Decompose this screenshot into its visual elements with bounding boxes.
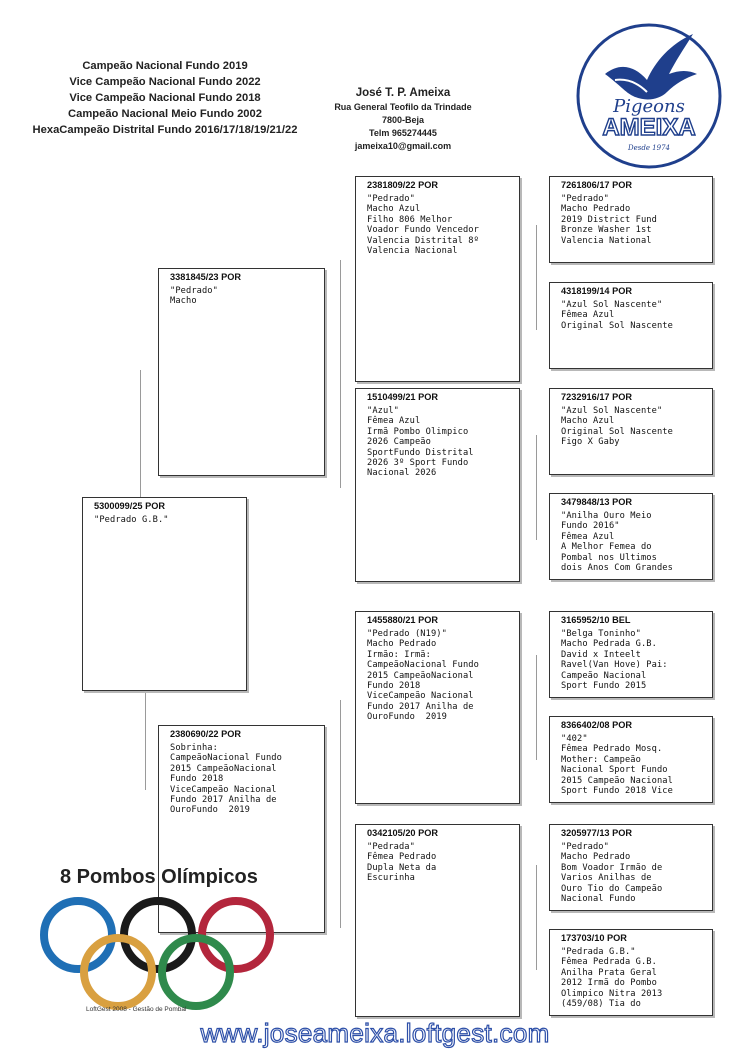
ring-number: 2380690/22 POR bbox=[170, 729, 242, 739]
connector bbox=[536, 225, 537, 330]
ring-number: 173703/10 POR bbox=[561, 933, 627, 943]
championship-titles bbox=[0, 58, 330, 138]
pedigree-box-ssd[interactable] bbox=[549, 282, 713, 369]
ring-number: 3479848/13 POR bbox=[561, 497, 633, 507]
connector bbox=[340, 700, 341, 928]
ring-number: 8366402/08 POR bbox=[561, 720, 633, 730]
pedigree-box-sire-dam[interactable] bbox=[355, 388, 520, 582]
pigeon-description: "Azul Sol Nascente" Macho Azul Original Sol Nascente Figo X Gaby bbox=[561, 406, 673, 448]
pedigree-box-sdd[interactable] bbox=[549, 493, 713, 580]
owner-email[interactable]: jameixa10@gmail.com bbox=[354, 141, 452, 151]
pedigree-box-dsd[interactable] bbox=[549, 716, 713, 803]
title-line: Campeão Nacional Meio Fundo 2002 bbox=[68, 108, 262, 120]
olympic-title: 8 Pombos Olímpicos bbox=[60, 866, 258, 888]
website-link[interactable]: www.joseameixa.loftgest.com bbox=[200, 1018, 550, 1048]
owner-address: Rua General Teofilo da Trindade bbox=[334, 102, 472, 112]
owner-phone: Telm 965274445 bbox=[369, 128, 437, 138]
connector bbox=[340, 260, 341, 488]
pigeon-description: "Pedrado" Macho Pedrado 2019 District Fund Bronze Washer 1st Valencia National bbox=[561, 194, 657, 246]
pedigree-box-sire[interactable] bbox=[158, 268, 325, 476]
pigeon-description: "402" Fêmea Pedrado Mosq. Mother: Campeão Nacional Sport Fundo 2015 Campeão Nacional Sport Fundo 2018 Vice bbox=[561, 734, 673, 797]
pedigree-box-sss[interactable] bbox=[549, 176, 713, 263]
ring-number: 0342105/20 POR bbox=[367, 828, 439, 838]
ring-number: 2381809/22 POR bbox=[367, 180, 439, 190]
pigeon-description: "Pedrada" Fêmea Pedrado Dupla Neta da Escurinha bbox=[367, 842, 437, 884]
pigeon-description: "Pedrado" Macho bbox=[170, 286, 218, 307]
title-line: Campeão Nacional Fundo 2019 bbox=[82, 60, 248, 72]
connector bbox=[140, 370, 141, 498]
connector bbox=[536, 865, 537, 970]
pigeon-description: "Pedrado (N19)" Macho Pedrado Irmão: Irmã: CampeãoNacional Fundo 2015 CampeãoNacional Fundo 2018 ViceCampeão Nacional Fundo 2017 Anilha de OuroFundo 2019 bbox=[367, 629, 479, 723]
olympic-rings-icon bbox=[36, 890, 286, 1020]
ring-number: 1510499/21 POR bbox=[367, 392, 439, 402]
owner-postal: 7800-Beja bbox=[381, 115, 425, 125]
ring-number: 4318199/14 POR bbox=[561, 286, 633, 296]
ring-number: 5300099/25 POR bbox=[94, 501, 166, 511]
owner-name: José T. P. Ameixa bbox=[355, 87, 451, 99]
pedigree-box-subject[interactable] bbox=[82, 497, 247, 691]
ring-number: 7261806/17 POR bbox=[561, 180, 633, 190]
pigeon-description: "Azul Sol Nascente" Fêmea Azul Original Sol Nascente bbox=[561, 300, 673, 331]
ameixa-logo bbox=[575, 22, 723, 170]
pedigree-box-dam-dam[interactable] bbox=[355, 824, 520, 1017]
pigeon-description: "Pedrado" Macho Azul Filho 806 Melhor Voador Fundo Vencedor Valencia Distrital 8º Valencia Nacional bbox=[367, 194, 479, 257]
svg-text:Desde 1974: Desde 1974 bbox=[627, 144, 671, 152]
pigeon-description: "Azul" Fêmea Azul Irmã Pombo Olimpico 2026 Campeão SportFundo Distrital 2026 3º Sport Fundo Nacional 2026 bbox=[367, 406, 474, 479]
pigeon-description: "Belga Toninho" Macho Pedrada G.B. David x Inteelt Ravel(Van Hove) Pai: Campeão Nacional Sport Fundo 2015 bbox=[561, 629, 668, 692]
connector bbox=[536, 655, 537, 760]
pigeon-description: Sobrinha: CampeãoNacional Fundo 2015 CampeãoNacional Fundo 2018 ViceCampeão Nacional Fundo 2017 Anilha de OuroFundo 2019 bbox=[170, 743, 282, 816]
pedigree-box-dss[interactable] bbox=[549, 611, 713, 698]
ring-number: 7232916/17 POR bbox=[561, 392, 633, 402]
ring-number: 3381845/23 POR bbox=[170, 272, 242, 282]
pigeon-description: "Anilha Ouro Meio Fundo 2016" Fêmea Azul A Melhor Femea do Pombal nos Ultimos dois Anos Com Grandes bbox=[561, 511, 673, 574]
pedigree-box-dam-sire[interactable] bbox=[355, 611, 520, 804]
connector bbox=[536, 435, 537, 540]
svg-text:Pigeons: Pigeons bbox=[613, 96, 685, 117]
title-line: Vice Campeão Nacional Fundo 2018 bbox=[69, 92, 261, 104]
pigeon-description: "Pedrado" Macho Pedrado Bom Voador Irmão de Varios Anilhas de Ouro Tio do Campeão Nacional Fundo bbox=[561, 842, 663, 905]
title-line: HexaCampeão Distrital Fundo 2016/17/18/19/21/22 bbox=[32, 124, 298, 136]
pedigree-box-sire-sire[interactable] bbox=[355, 176, 520, 382]
ring-number: 3165952/10 BEL bbox=[561, 615, 631, 625]
title-line: Vice Campeão Nacional Fundo 2022 bbox=[69, 76, 261, 88]
ring-number: 1455880/21 POR bbox=[367, 615, 439, 625]
pedigree-box-dds[interactable] bbox=[549, 824, 713, 911]
pedigree-box-ddd[interactable] bbox=[549, 929, 713, 1016]
pigeon-description: "Pedrada G.B." Fêmea Pedrada G.B. Anilha Prata Geral 2012 Irmã do Pombo Olimpico Nitra 2013 (459/08) Tia do bbox=[561, 947, 663, 1010]
owner-info bbox=[318, 86, 488, 153]
pigeon-description: "Pedrado G.B." bbox=[94, 515, 169, 525]
pedigree-box-sds[interactable] bbox=[549, 388, 713, 475]
svg-text:AMEIXA: AMEIXA bbox=[602, 114, 696, 141]
ring-number: 3205977/13 POR bbox=[561, 828, 633, 838]
loftgest-credit: LoftGest 2008 - Gestão de Pombal bbox=[86, 1006, 187, 1013]
